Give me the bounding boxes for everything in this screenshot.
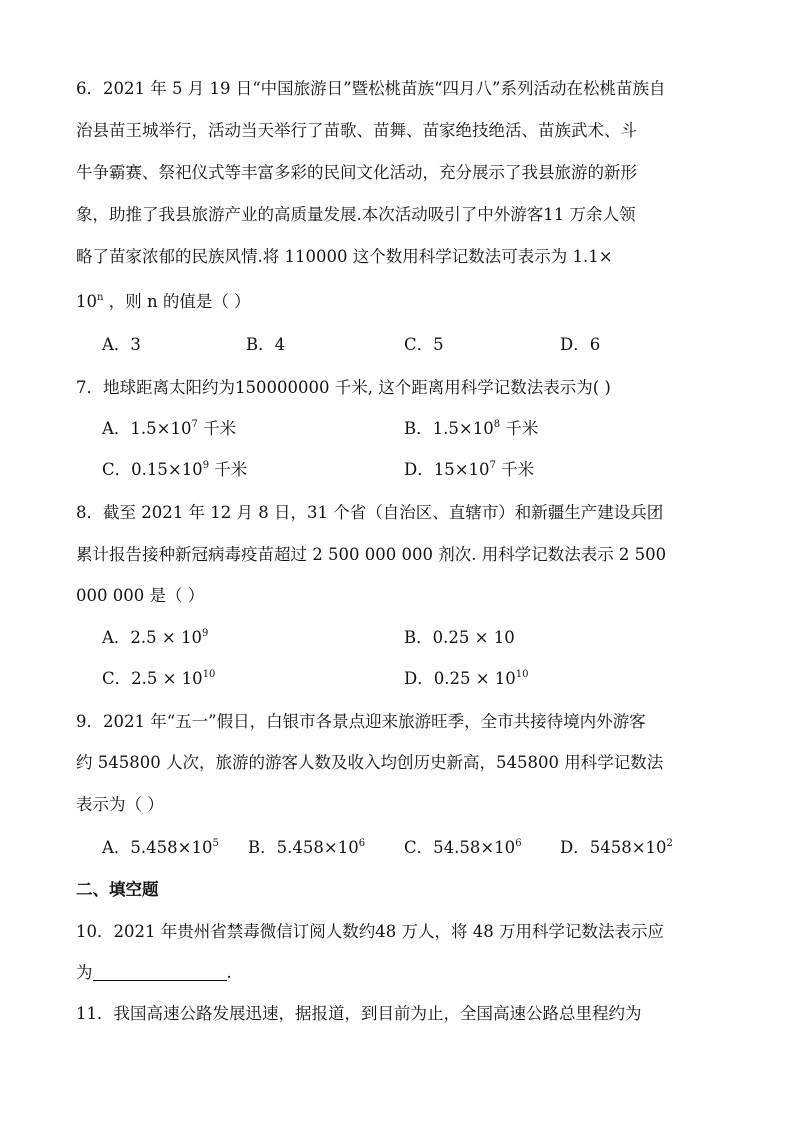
q7-option-c [102,459,247,481]
q6-option-b: B．4 [246,335,286,354]
q9-option-b-prefix: B． [248,838,277,857]
q9-option-a-mantissa: 5.458×10 [130,838,213,857]
q6-option-d: D．6 [560,335,601,354]
q6-line-4: 象，助推了我县旅游产业的高质量发展.本次活动吸引了中外游客11 万余人领 [76,205,636,224]
q7-option-a [102,418,236,440]
q10-line-1: 10．2021 年贵州省禁毒微信订阅人数约48 万人，将 48 万用科学记数法表示应 [76,922,664,941]
q6-line-6-tail: ，则 n 的值是（ ） [103,292,251,311]
q6-line-2: 治县苗王城举行，活动当天举行了苗歌、苗舞、苗家绝技绝活、苗族武术、斗 [76,121,637,140]
q6-option-c: C．5 [404,335,444,354]
q6-power-base: 10 [76,292,97,311]
q6-line-6 [76,291,251,313]
q9-option-b-mantissa: 5.458×10 [276,838,359,857]
q9-option-d-exp: 2 [666,838,673,849]
q6-line-5: 略了苗家浓郁的民族风情.将 110000 这个数用科学记数法可表示为 1.1× [76,247,613,266]
q7-option-b-mantissa: 1.5×10 [432,419,494,438]
q8-option-d-exp: 10 [515,669,529,680]
q9-option-d-mantissa: 5458×10 [589,838,667,857]
q11-line-1: 11．我国高速公路发展迅速，据报道，到目前为止，全国高速公路总里程约为 [76,1004,642,1023]
q7-option-b-exp: 8 [493,419,501,430]
q7-option-d-exp: 7 [489,460,496,471]
q9-line-3: 表示为（ ） [76,795,164,814]
q9-option-b-exp: 6 [358,838,366,849]
q8-option-b-prefix: B． [404,628,433,647]
q9-option-c [404,837,522,859]
q9-option-a [102,837,219,859]
q7-option-d-mantissa: 15×10 [433,460,490,479]
q6-power-exp: n [97,292,104,303]
q8-option-d [404,668,529,690]
q8-option-c-exp: 10 [202,669,216,680]
q7-option-c-exp: 9 [202,460,210,471]
q10-line-2-suffix: . [226,963,232,982]
q8-option-b-mantissa: 0.25 × 10 [432,628,515,647]
q9-option-c-prefix: C． [404,838,434,857]
q7-option-a-exp: 7 [191,419,198,430]
q9-option-d [560,837,673,859]
q8-option-a-exp: 9 [201,628,209,639]
q10-line-2 [76,962,232,984]
q7-option-b-unit: 千米 [500,419,539,438]
q7-option-a-mantissa: 1.5×10 [130,419,192,438]
q7-option-d-unit: 千米 [495,460,535,479]
q7-option-d [404,459,534,481]
q8-option-a-mantissa: 2.5 × 10 [130,628,202,647]
q7-option-c-unit: 千米 [209,460,248,479]
q7-option-c-prefix: C． [102,460,132,479]
q10-line-2-prefix: 为 [76,963,93,982]
q8-option-a-prefix: A． [102,628,131,647]
q6-line-3: 牛争霸赛、祭祀仪式等丰富多彩的民间文化活动，充分展示了我县旅游的新形 [76,163,637,182]
q9-option-c-exp: 6 [515,838,522,849]
q8-line-2: 累计报告接种新冠病毒疫苗超过 2 500 000 000 剂次. 用科学记数法表示 2 500 [76,545,667,564]
q9-line-1: 9．2021 年“五一”假日，白银市各景点迎来旅游旺季，全市共接待境内外游客 [76,712,646,731]
q9-option-b [248,837,365,859]
q7-option-c-mantissa: 0.15×10 [131,460,203,479]
q8-option-a [102,627,208,649]
q8-option-c [102,668,215,690]
q8-option-d-prefix: D． [404,669,434,688]
q8-option-c-mantissa: 2.5 × 10 [131,669,203,688]
q9-option-a-exp: 5 [212,838,219,849]
q9-line-2: 约 545800 人次，旅游的游客人数及收入均创历史新高，545800 用科学记数法 [76,753,664,772]
q6-option-a: A．3 [102,335,141,354]
q7-option-a-prefix: A． [102,419,131,438]
q8-line-1: 8．截至 2021 年 12 月 8 日，31 个省（自治区、直辖市）和新疆生产建设兵团 [76,503,664,522]
section-title-fill-in: 二、填空题 [76,880,159,899]
q7-option-a-unit: 千米 [197,419,237,438]
q8-option-c-prefix: C． [102,669,132,688]
q7-option-b-prefix: B． [404,419,433,438]
q6-line-1: 6．2021 年 5 月 19 日“中国旅游日”暨松桃苗族“四月八”系列活动在松桃苗族自 [76,79,666,98]
q9-option-a-prefix: A． [102,838,131,857]
q7-option-d-prefix: D． [404,460,434,479]
q8-line-3: 000 000 是（ ） [76,586,205,605]
q9-option-c-mantissa: 54.58×10 [433,838,516,857]
q9-option-d-prefix: D． [560,838,590,857]
q8-option-b [404,627,515,649]
q8-option-d-mantissa: 0.25 × 10 [433,669,516,688]
q10-answer-blank[interactable] [93,964,227,981]
q7-option-b [404,418,538,440]
q7-stem: 7．地球距离太阳约为150000000 千米, 这个距离用科学记数法表示为( ) [76,378,611,397]
